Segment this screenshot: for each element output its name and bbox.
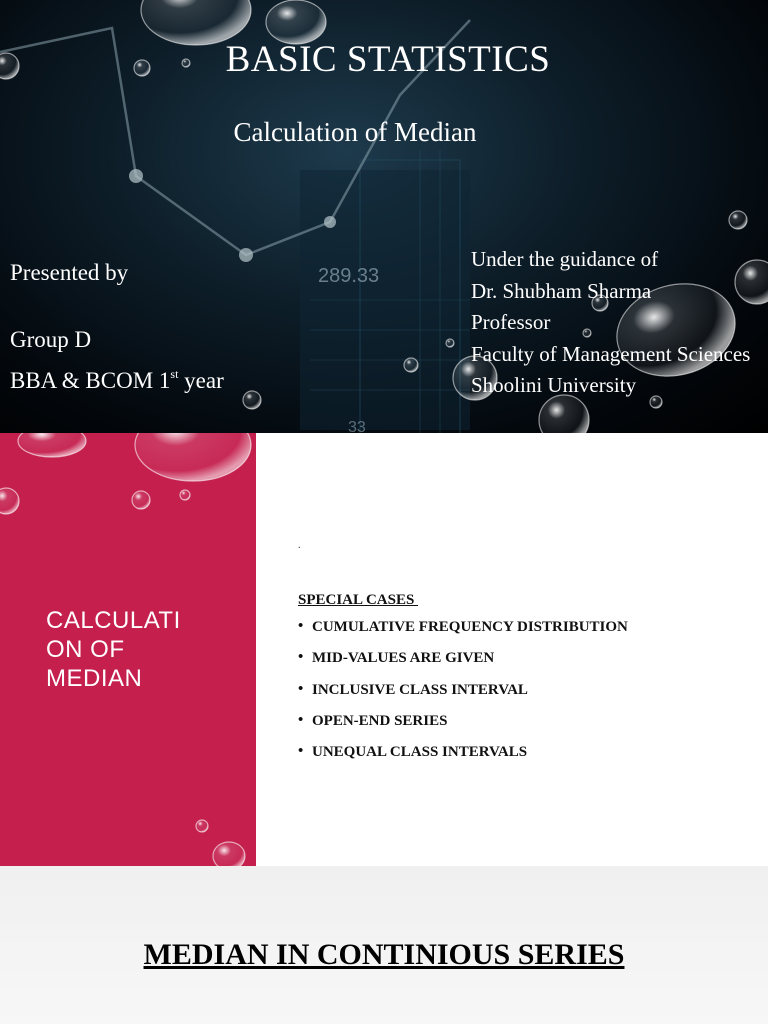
list-item: • CUMULATIVE FREQUENCY DISTRIBUTION bbox=[298, 619, 628, 650]
background-number-2: 33 bbox=[348, 419, 366, 433]
guide-title: Professor bbox=[471, 310, 551, 334]
class-suffix: year bbox=[178, 368, 224, 393]
list-item: • INCLUSIVE CLASS INTERVAL bbox=[298, 682, 628, 713]
guide-faculty: Faculty of Management Sciences bbox=[471, 341, 751, 366]
presentation-title: BASIC STATISTICS bbox=[225, 39, 551, 80]
presented-by-label: Presented by bbox=[10, 260, 129, 285]
guidance-line: Under the guidance of bbox=[471, 247, 659, 271]
panel-title: CALCULATI ON OF MEDIAN bbox=[46, 607, 181, 692]
title-panel bbox=[0, 433, 256, 866]
presentation-subtitle: Calculation of Median bbox=[233, 117, 477, 147]
section-heading: MEDIAN IN CONTINIOUS SERIES bbox=[143, 938, 625, 971]
background-number: 289.33 bbox=[318, 265, 380, 287]
list-item: • MID-VALUES ARE GIVEN bbox=[298, 650, 628, 681]
group-name: Group D bbox=[10, 327, 92, 352]
list-item: • OPEN-END SERIES bbox=[298, 713, 628, 744]
class-prefix: BBA & BCOM 1 bbox=[10, 368, 171, 393]
stray-dot: . bbox=[298, 540, 301, 551]
guide-university: Shoolini University bbox=[471, 373, 637, 397]
special-cases-heading: SPECIAL CASES bbox=[298, 592, 419, 608]
special-cases-slide bbox=[0, 433, 768, 866]
guide-name: Dr. Shubham Sharma bbox=[471, 278, 652, 303]
guidance-block bbox=[471, 244, 750, 402]
class-superscript: st bbox=[170, 367, 179, 381]
continuous-series-slide bbox=[0, 866, 768, 1024]
special-cases-list bbox=[298, 619, 628, 775]
class-name bbox=[10, 357, 224, 398]
title-slide bbox=[0, 0, 768, 433]
list-item: • UNEQUAL CLASS INTERVALS bbox=[298, 744, 628, 775]
presenter-block bbox=[10, 256, 224, 398]
